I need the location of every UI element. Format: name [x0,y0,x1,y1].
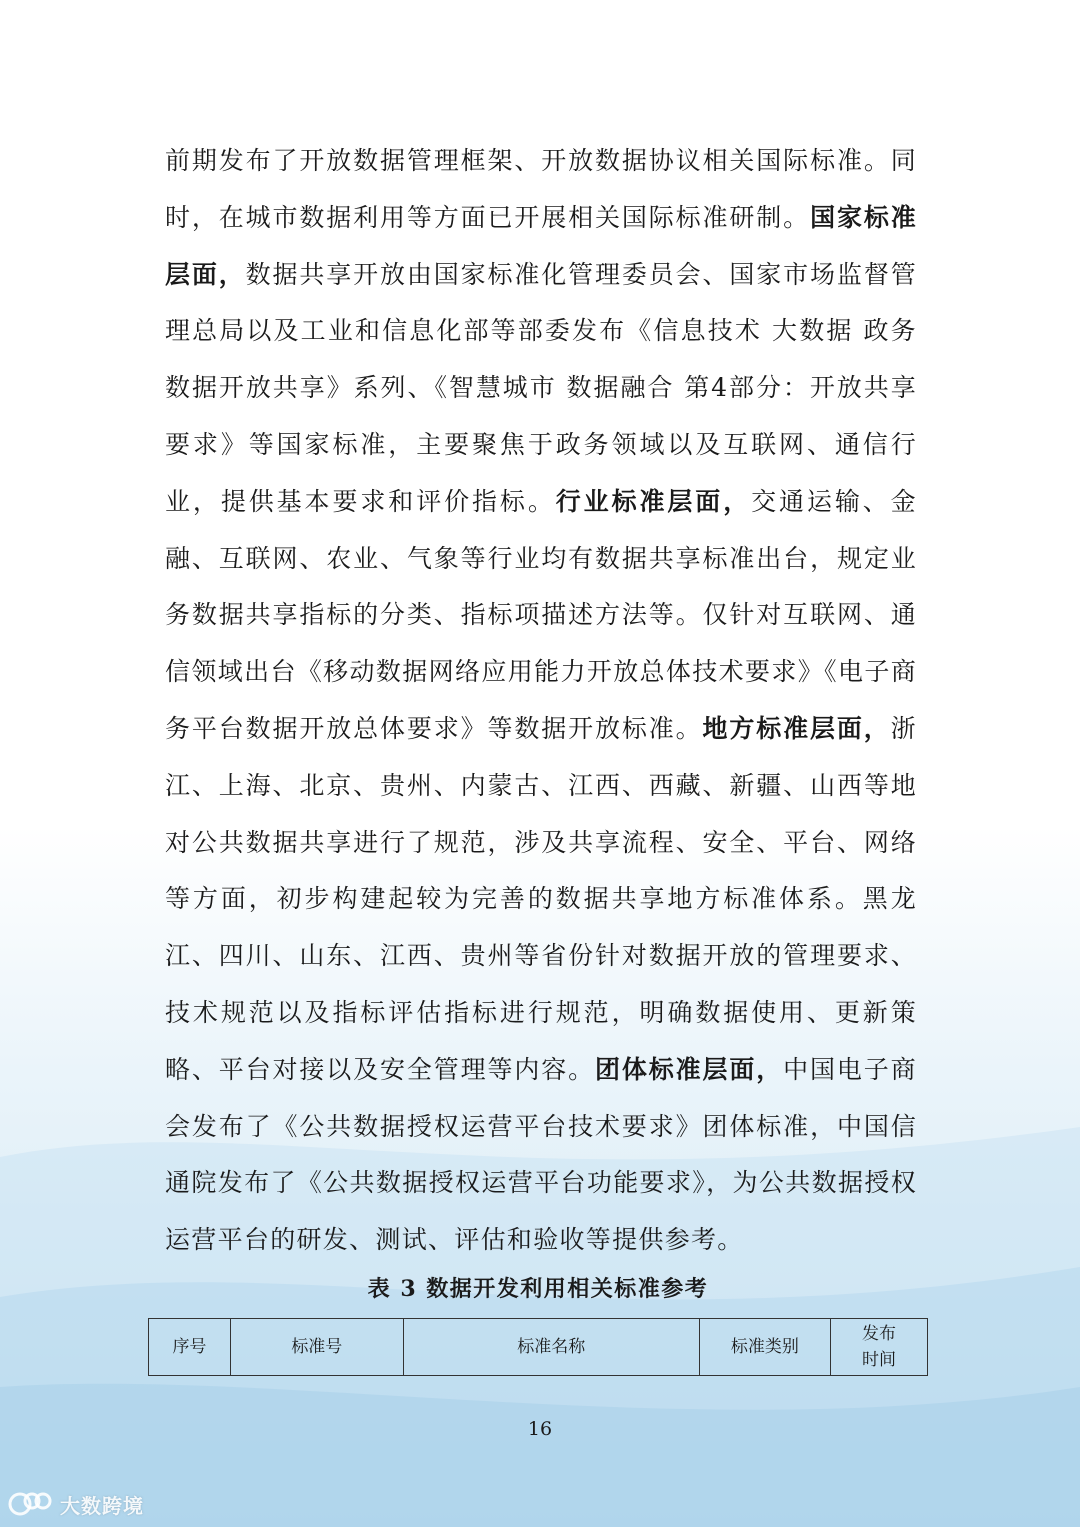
body-text-block [165,133,917,1269]
body-paragraph [165,133,917,1269]
bold-heading-run: 团体标准层面， [595,1054,784,1084]
header-release-date: 发布 时间 [830,1319,927,1376]
text-run: 中国电子商会发布了《公共数据授权运营平台技术要求》团体标准，中国信通院发布了《公共数据授权运营平台功能要求》，为公共数据授权运营平台的研发、测试、评估和验收等提供参考。 [165,1054,917,1255]
text-run: 数据共享开放由国家标准化管理委员会、国家市场监督管理总局以及工业和信息化部等部委发布《信息技术 大数据 政务数据开放共享》系列、《智慧城市 数据融合 第4部分：开放共享要求》等国家标准，主要聚焦于政务领域以及互联网、通信行业，提供基本要求和评价指标。 [165,259,917,516]
bold-heading-run: 行业标准层面， [555,486,752,516]
bold-heading-run: 国家标准层面， [165,202,918,289]
table-header-row [149,1319,928,1376]
header-standard-category: 标准类别 [699,1319,830,1376]
header-standard-name: 标准名称 [403,1319,699,1376]
text-run: 前期发布了开放数据管理框架、开放数据协议相关国际标准。同时，在城市数据利用等方面已开展相关国际标准研制。 [165,146,917,232]
header-standard-number: 标准号 [230,1319,403,1376]
bold-heading-run: 地方标准层面， [702,713,891,743]
table-caption: 表 3 数据开发利用相关标准参考 [367,1276,709,1302]
watermark [8,1489,144,1519]
header-index: 序号 [149,1319,231,1376]
text-run: 交通运输、金融、互联网、农业、气象等行业均有数据共享标准出台，规定业务数据共享指标的分类、指标项描述方法等。仅针对互联网、通信领域出台《移动数据网络应用能力开放总体技术要求》《电子商务平台数据开放总体要求》等数据开放标准。 [165,486,917,743]
text-run: 浙江、上海、北京、贵州、内蒙古、江西、西藏、新疆、山西等地对公共数据共享进行了规范，涉及共享流程、安全、平台、网络等方面，初步构建起较为完善的数据共享地方标准体系。黑龙江、四川、山东、江西、贵州等省份针对数据开放的管理要求、技术规范以及指标评估指标进行规范，明确数据使用、更新策略、平台对接以及安全管理等内容。 [165,713,917,1084]
watermark-text: 大数跨境 [60,1493,144,1518]
standards-table [148,1318,928,1376]
page-number: 16 [527,1418,553,1440]
watermark-logo-icon [8,1489,52,1519]
